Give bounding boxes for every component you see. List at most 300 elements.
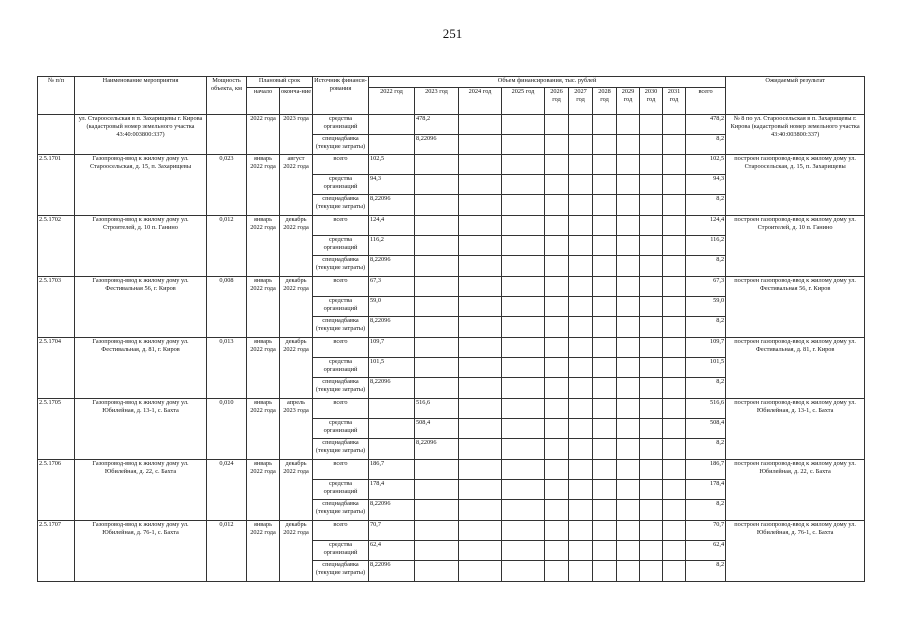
year-value: [502, 358, 545, 378]
year-value: [369, 419, 415, 439]
year-value: [545, 521, 569, 541]
year-value: [545, 256, 569, 277]
year-value: [502, 500, 545, 521]
year-value: [593, 115, 617, 135]
year-value: [617, 155, 640, 175]
year-value: [459, 135, 502, 155]
year-value: [459, 439, 502, 460]
year-value: [617, 277, 640, 297]
year-value: [502, 195, 545, 216]
year-value: [569, 439, 593, 460]
term-end: 2023 года: [280, 115, 313, 155]
year-value: [459, 460, 502, 480]
year-value: [415, 195, 459, 216]
year-value: [617, 115, 640, 135]
term-end: декабрь 2022 года: [280, 277, 313, 338]
year-value: [640, 297, 663, 317]
total-value: 478,2: [686, 115, 726, 135]
object-power: 0,012: [207, 216, 247, 277]
expected-result: построен газопровод-ввод к жилому дому ул. Юбилейная, д. 13-1, с. Бахта: [726, 399, 865, 460]
total-value: 186,7: [686, 460, 726, 480]
year-value: [569, 195, 593, 216]
funding-source: спецнадбавка (текущие затраты): [313, 317, 369, 338]
term-start: январь 2022 года: [247, 338, 280, 399]
year-value: 8,22096: [369, 317, 415, 338]
year-value: [415, 378, 459, 399]
expected-result: № 8 по ул. Староосельская в п. Захарищевы г. Кирова (кадастровый номер земельного участка 43:40:003800:337): [726, 115, 865, 155]
row-number: 2.5.1706: [38, 460, 75, 521]
header-term-end: оконча-ние: [280, 88, 313, 115]
year-value: [640, 521, 663, 541]
header-source: Источник финанси-рования: [313, 77, 369, 115]
expected-result: построен газопровод-ввод к жилому дому ул. Юбилейная, д. 76-1, с. Бахта: [726, 521, 865, 582]
year-value: [593, 480, 617, 500]
year-value: 124,4: [369, 216, 415, 236]
year-value: [502, 480, 545, 500]
year-value: [593, 297, 617, 317]
year-value: [502, 541, 545, 561]
year-value: [415, 480, 459, 500]
year-value: [545, 297, 569, 317]
year-value: [663, 256, 686, 277]
year-value: 8,22096: [369, 500, 415, 521]
year-value: [617, 399, 640, 419]
year-value: [663, 195, 686, 216]
year-value: [415, 521, 459, 541]
year-value: [663, 338, 686, 358]
year-value: [640, 500, 663, 521]
header-year: 2030 год: [640, 88, 663, 115]
year-value: [459, 500, 502, 521]
table-row: [38, 460, 865, 480]
year-value: [545, 500, 569, 521]
year-value: [502, 155, 545, 175]
year-value: [369, 115, 415, 135]
year-value: [569, 135, 593, 155]
year-value: [459, 480, 502, 500]
funding-source: средства организаций: [313, 419, 369, 439]
year-value: [502, 277, 545, 297]
year-value: [569, 460, 593, 480]
funding-source: всего: [313, 521, 369, 541]
event-name: Газопровод-ввод к жилому дому ул. Староосельская, д. 15, п. Захарищевы: [75, 155, 207, 216]
year-value: [545, 358, 569, 378]
total-value: 109,7: [686, 338, 726, 358]
total-value: 8,2: [686, 500, 726, 521]
year-value: [617, 480, 640, 500]
page-number: 251: [442, 26, 463, 41]
year-value: [545, 541, 569, 561]
year-value: [663, 500, 686, 521]
year-value: [459, 399, 502, 419]
year-value: 8,22096: [369, 378, 415, 399]
year-value: 8,22096: [415, 439, 459, 460]
year-value: [663, 358, 686, 378]
year-value: [617, 439, 640, 460]
year-value: [640, 135, 663, 155]
funding-source: спецнадбавка (текущие затраты): [313, 256, 369, 277]
total-value: 8,2: [686, 439, 726, 460]
term-end: август 2022 года: [280, 155, 313, 216]
event-name: Газопровод-ввод к жилому дому ул. Фестивальная 56, г. Киров: [75, 277, 207, 338]
year-value: [640, 216, 663, 236]
header-year: 2024 год: [459, 88, 502, 115]
object-power: 0,013: [207, 338, 247, 399]
total-value: 8,2: [686, 378, 726, 399]
total-value: 94,3: [686, 175, 726, 195]
year-value: [569, 277, 593, 297]
year-value: [593, 277, 617, 297]
year-value: [545, 338, 569, 358]
year-value: [569, 256, 593, 277]
funding-source: средства организаций: [313, 541, 369, 561]
year-value: [640, 115, 663, 135]
header-term: Плановый срок: [247, 77, 313, 88]
year-value: [459, 561, 502, 582]
year-value: [369, 135, 415, 155]
header-year: 2026 год: [545, 88, 569, 115]
year-value: 478,2: [415, 115, 459, 135]
row-number: 2.5.1704: [38, 338, 75, 399]
event-name: Газопровод-ввод к жилому дому ул. Юбилейная, д. 22, с. Бахта: [75, 460, 207, 521]
year-value: [593, 195, 617, 216]
year-value: [640, 256, 663, 277]
year-value: [415, 338, 459, 358]
year-value: [569, 216, 593, 236]
year-value: [545, 175, 569, 195]
total-value: 8,2: [686, 135, 726, 155]
year-value: 102,5: [369, 155, 415, 175]
row-number: 2.5.1701: [38, 155, 75, 216]
funding-source: всего: [313, 460, 369, 480]
year-value: [663, 541, 686, 561]
year-value: [545, 195, 569, 216]
year-value: [640, 195, 663, 216]
year-value: 59,0: [369, 297, 415, 317]
funding-source: средства организаций: [313, 480, 369, 500]
year-value: [640, 236, 663, 256]
funding-source: спецнадбавка (текущие затраты): [313, 439, 369, 460]
object-power: [207, 115, 247, 155]
year-value: [569, 399, 593, 419]
total-value: 116,2: [686, 236, 726, 256]
year-value: [415, 297, 459, 317]
term-start: январь 2022 года: [247, 460, 280, 521]
header-year: 2031 год: [663, 88, 686, 115]
year-value: [545, 317, 569, 338]
term-start: январь 2022 года: [247, 277, 280, 338]
year-value: [502, 399, 545, 419]
year-value: [415, 175, 459, 195]
year-value: [640, 399, 663, 419]
table-row: [38, 399, 865, 419]
funding-source: всего: [313, 155, 369, 175]
year-value: [569, 378, 593, 399]
year-value: [415, 155, 459, 175]
funding-source: спецнадбавка (текущие затраты): [313, 561, 369, 582]
year-value: [415, 277, 459, 297]
header-year: 2029 год: [617, 88, 640, 115]
year-value: [617, 419, 640, 439]
object-power: 0,010: [207, 399, 247, 460]
total-value: 102,5: [686, 155, 726, 175]
year-value: [640, 419, 663, 439]
total-value: 124,4: [686, 216, 726, 236]
year-value: [502, 378, 545, 399]
year-value: [617, 175, 640, 195]
header-year: 2028 год: [593, 88, 617, 115]
year-value: [663, 317, 686, 338]
year-value: [617, 460, 640, 480]
year-value: [369, 399, 415, 419]
expected-result: построен газопровод-ввод к жилому дому ул. Староосельская, д. 15, п. Захарищевы: [726, 155, 865, 216]
year-value: [459, 419, 502, 439]
year-value: [459, 195, 502, 216]
term-end: декабрь 2022 года: [280, 216, 313, 277]
year-value: [569, 358, 593, 378]
term-start: январь 2022 года: [247, 216, 280, 277]
row-number: 2.5.1707: [38, 521, 75, 582]
year-value: [459, 216, 502, 236]
year-value: 8,22096: [369, 256, 415, 277]
funding-source: средства организаций: [313, 297, 369, 317]
year-value: [663, 419, 686, 439]
year-value: 94,3: [369, 175, 415, 195]
year-value: 186,7: [369, 460, 415, 480]
year-value: [617, 358, 640, 378]
header-year: 2027 год: [569, 88, 593, 115]
year-value: 178,4: [369, 480, 415, 500]
term-end: декабрь 2022 года: [280, 460, 313, 521]
row-number: 2.5.1705: [38, 399, 75, 460]
year-value: [415, 358, 459, 378]
year-value: [663, 236, 686, 256]
event-name: ул. Староосельская в п. Захарищевы г. Кирова (кадастровый номер земельного участка 43:40:003800:337): [75, 115, 207, 155]
event-name: Газопровод-ввод к жилому дому ул. Юбилейная, д. 13-1, с. Бахта: [75, 399, 207, 460]
object-power: 0,012: [207, 521, 247, 582]
year-value: [415, 216, 459, 236]
term-start: январь 2022 года: [247, 399, 280, 460]
total-value: 178,4: [686, 480, 726, 500]
year-value: [663, 378, 686, 399]
year-value: 70,7: [369, 521, 415, 541]
year-value: [545, 419, 569, 439]
year-value: [415, 561, 459, 582]
year-value: [640, 378, 663, 399]
funding-source: средства организаций: [313, 115, 369, 135]
year-value: [617, 297, 640, 317]
year-value: [663, 399, 686, 419]
year-value: [415, 541, 459, 561]
year-value: [545, 115, 569, 135]
year-value: [545, 480, 569, 500]
funding-source: спецнадбавка (текущие затраты): [313, 378, 369, 399]
year-value: [663, 135, 686, 155]
total-value: 70,7: [686, 521, 726, 541]
year-value: [640, 480, 663, 500]
year-value: [545, 399, 569, 419]
year-value: [617, 561, 640, 582]
year-value: [617, 541, 640, 561]
year-value: [459, 277, 502, 297]
year-value: [617, 236, 640, 256]
year-value: [502, 175, 545, 195]
object-power: 0,024: [207, 460, 247, 521]
year-value: [569, 115, 593, 135]
total-value: 508,4: [686, 419, 726, 439]
year-value: [593, 439, 617, 460]
total-value: 8,2: [686, 561, 726, 582]
year-value: [640, 439, 663, 460]
funding-source: спецнадбавка (текущие затраты): [313, 195, 369, 216]
year-value: [640, 175, 663, 195]
total-value: 62,4: [686, 541, 726, 561]
year-value: [545, 561, 569, 582]
term-end: декабрь 2022 года: [280, 338, 313, 399]
term-end: декабрь 2022 года: [280, 521, 313, 582]
year-value: 109,7: [369, 338, 415, 358]
year-value: [569, 338, 593, 358]
year-value: [593, 216, 617, 236]
row-number: 2.5.1703: [38, 277, 75, 338]
funding-table: [37, 76, 865, 582]
table-row: [38, 155, 865, 175]
year-value: 67,3: [369, 277, 415, 297]
funding-source: средства организаций: [313, 175, 369, 195]
table-row: [38, 338, 865, 358]
total-value: 8,2: [686, 195, 726, 216]
year-value: [663, 277, 686, 297]
year-value: [593, 317, 617, 338]
total-value: 8,2: [686, 317, 726, 338]
year-value: 101,5: [369, 358, 415, 378]
year-value: [569, 317, 593, 338]
total-value: 59,0: [686, 297, 726, 317]
year-value: [593, 358, 617, 378]
year-value: [593, 399, 617, 419]
row-number: [38, 115, 75, 155]
table-row: [38, 216, 865, 236]
year-value: [569, 521, 593, 541]
year-value: 508,4: [415, 419, 459, 439]
header-funding: Объем финансирования, тыс. рублей: [369, 77, 726, 88]
year-value: [663, 216, 686, 236]
year-value: [459, 317, 502, 338]
total-value: 101,5: [686, 358, 726, 378]
year-value: [459, 378, 502, 399]
year-value: [502, 256, 545, 277]
expected-result: построен газопровод-ввод к жилому дому ул. Фестивальная 56, г. Киров: [726, 277, 865, 338]
year-value: [502, 439, 545, 460]
year-value: [569, 561, 593, 582]
year-value: [369, 439, 415, 460]
year-value: [415, 500, 459, 521]
year-value: [545, 155, 569, 175]
year-value: [545, 439, 569, 460]
total-value: 516,6: [686, 399, 726, 419]
year-value: [640, 155, 663, 175]
expected-result: построен газопровод-ввод к жилому дому ул. Строителей, д. 10 п. Ганино: [726, 216, 865, 277]
year-value: [617, 317, 640, 338]
year-value: 8,22096: [369, 195, 415, 216]
year-value: [502, 338, 545, 358]
year-value: [663, 155, 686, 175]
year-value: [569, 541, 593, 561]
year-value: [459, 521, 502, 541]
funding-source: средства организаций: [313, 358, 369, 378]
year-value: [569, 297, 593, 317]
funding-source: всего: [313, 277, 369, 297]
year-value: [663, 297, 686, 317]
year-value: [593, 378, 617, 399]
year-value: [459, 115, 502, 135]
year-value: [593, 256, 617, 277]
year-value: [545, 378, 569, 399]
object-power: 0,008: [207, 277, 247, 338]
year-value: [663, 460, 686, 480]
year-value: [593, 419, 617, 439]
year-value: [545, 460, 569, 480]
funding-source: спецнадбавка (текущие затраты): [313, 135, 369, 155]
year-value: [593, 460, 617, 480]
year-value: [459, 236, 502, 256]
year-value: [502, 561, 545, 582]
total-value: 8,2: [686, 256, 726, 277]
expected-result: построен газопровод-ввод к жилому дому ул. Фестивальная, д. 81, г. Киров: [726, 338, 865, 399]
table-header: [38, 77, 865, 115]
year-value: [459, 155, 502, 175]
year-value: [663, 480, 686, 500]
year-value: 516,6: [415, 399, 459, 419]
header-power: Мощность объекта, км: [207, 77, 247, 115]
year-value: [569, 236, 593, 256]
year-value: [502, 115, 545, 135]
header-total: всего: [686, 88, 726, 115]
funding-source: всего: [313, 216, 369, 236]
year-value: [569, 419, 593, 439]
table-body: [38, 115, 865, 582]
header-result: Ожидаемый результат: [726, 77, 865, 115]
year-value: 8,22096: [415, 135, 459, 155]
row-number: 2.5.1702: [38, 216, 75, 277]
event-name: Газопровод-ввод к жилому дому ул. Строителей, д. 10 п. Ганино: [75, 216, 207, 277]
year-value: [593, 500, 617, 521]
term-start: январь 2022 года: [247, 155, 280, 216]
year-value: [617, 256, 640, 277]
funding-source: спецнадбавка (текущие затраты): [313, 500, 369, 521]
year-value: [593, 561, 617, 582]
year-value: [617, 521, 640, 541]
year-value: [617, 500, 640, 521]
year-value: [502, 236, 545, 256]
year-value: [502, 317, 545, 338]
table-row: [38, 521, 865, 541]
year-value: [640, 561, 663, 582]
event-name: Газопровод-ввод к жилому дому ул. Фестивальная, д. 81, г. Киров: [75, 338, 207, 399]
year-value: [415, 460, 459, 480]
total-value: 67,3: [686, 277, 726, 297]
year-value: [415, 317, 459, 338]
year-value: [617, 378, 640, 399]
year-value: [415, 256, 459, 277]
year-value: [593, 521, 617, 541]
year-value: [459, 297, 502, 317]
year-value: [502, 521, 545, 541]
year-value: [663, 439, 686, 460]
term-start: 2022 года: [247, 115, 280, 155]
header-year: 2025 год: [502, 88, 545, 115]
year-value: [502, 460, 545, 480]
